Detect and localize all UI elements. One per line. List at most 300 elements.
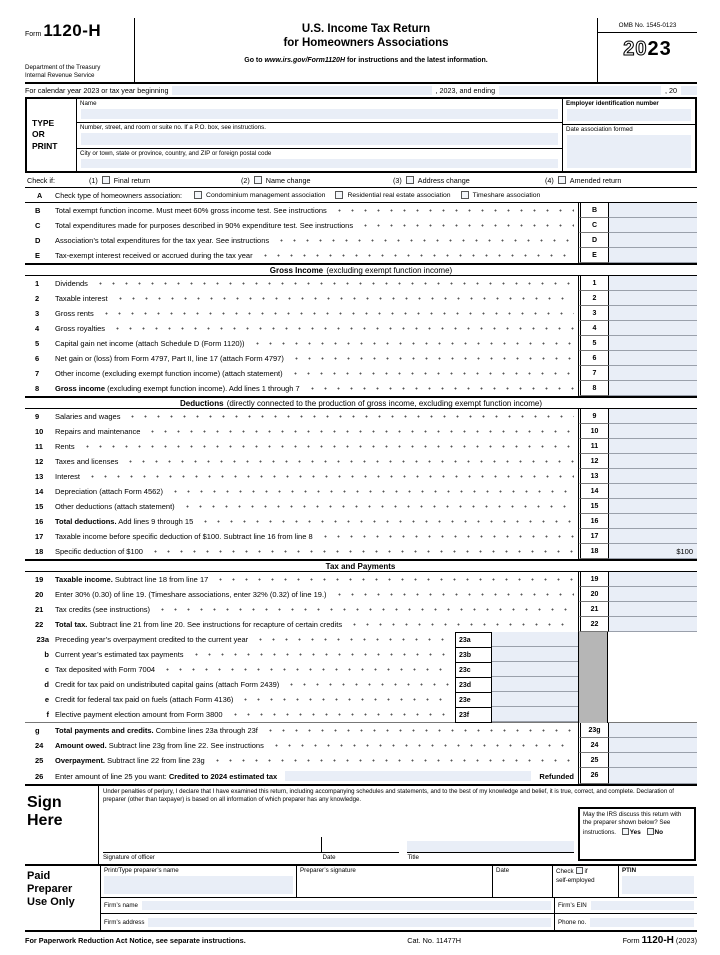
dotted-leaders bbox=[179, 499, 574, 514]
amount-field[interactable] bbox=[608, 203, 697, 218]
line-description: Taxes and licenses bbox=[55, 457, 119, 466]
dotted-leaders bbox=[147, 544, 574, 559]
line-description: Total expenditures made for purposes described in 90% expenditure test. See instructions bbox=[55, 221, 354, 230]
dotted-leaders bbox=[144, 424, 574, 439]
section-header-deductions bbox=[25, 396, 697, 409]
amount-field[interactable] bbox=[608, 248, 697, 263]
credited-amount-field[interactable] bbox=[285, 771, 531, 781]
line-box-label: 1 bbox=[578, 276, 608, 291]
amount-field[interactable] bbox=[608, 291, 697, 306]
line-box-label: 3 bbox=[578, 306, 608, 321]
firm-name-cell bbox=[101, 898, 555, 913]
catalog-number: Cat. No. 11477H bbox=[407, 935, 462, 945]
dotted-leaders bbox=[288, 351, 574, 366]
line-number: B bbox=[35, 206, 41, 215]
line-box-label: 6 bbox=[578, 351, 608, 366]
line-26-row bbox=[25, 768, 697, 784]
amount-field[interactable] bbox=[608, 439, 697, 454]
amount-field[interactable] bbox=[608, 321, 697, 336]
amount-field[interactable] bbox=[608, 753, 697, 768]
street-input[interactable] bbox=[81, 133, 558, 145]
irs-url: www.irs.gov/Form1120H bbox=[264, 56, 345, 64]
section-title: Gross Income bbox=[269, 266, 324, 275]
line-number: f bbox=[46, 710, 49, 719]
line-number: 26 bbox=[35, 771, 44, 781]
section-header-tax-and-payments bbox=[25, 559, 697, 572]
entity-right bbox=[563, 99, 695, 171]
form-year: (2023) bbox=[675, 935, 697, 945]
form-line-row bbox=[25, 424, 697, 439]
firm-ein-input[interactable] bbox=[591, 901, 694, 910]
paid-word: Paid bbox=[27, 870, 51, 882]
form-line-row bbox=[25, 321, 697, 336]
option-residential bbox=[335, 191, 450, 199]
tax-year-begin-field[interactable] bbox=[172, 86, 431, 95]
paid-preparer-section bbox=[25, 866, 697, 932]
dept-line-1: Department of the Treasury bbox=[25, 64, 101, 72]
line-box-label: 26 bbox=[578, 768, 608, 784]
option-timeshare bbox=[461, 191, 541, 199]
item-number: (3) bbox=[393, 175, 402, 185]
no-label: No bbox=[654, 828, 664, 836]
check-if-name-change bbox=[241, 176, 393, 185]
credit-line-row bbox=[25, 632, 578, 647]
date-formed-label: Date association formed bbox=[566, 126, 633, 133]
line-description: Gross income (excluding exempt function income). Add lines 1 through 7 bbox=[55, 384, 300, 393]
line-description: Other income (excluding exempt function income) (attach statement) bbox=[55, 369, 283, 378]
lines-9-to-18 bbox=[25, 409, 697, 559]
preparer-name-cell bbox=[101, 866, 297, 897]
form-line-row bbox=[25, 351, 697, 366]
line-box-label: 8 bbox=[578, 381, 608, 396]
tax-year-end-yy-field[interactable] bbox=[681, 86, 697, 95]
line-number: d bbox=[44, 680, 49, 689]
line-box-label: 7 bbox=[578, 366, 608, 381]
credit-line-row bbox=[25, 677, 578, 692]
line-description: Enter 30% (0.30) of line 19. (Timeshare associations, enter 32% (0.32) of line 19.) bbox=[55, 590, 327, 599]
line-box-label: 25 bbox=[578, 753, 608, 768]
check-if-row bbox=[25, 173, 697, 188]
dotted-leaders bbox=[109, 321, 574, 336]
line-number: 1 bbox=[35, 279, 40, 288]
amount-field[interactable] bbox=[608, 351, 697, 366]
preparer-row-2 bbox=[101, 898, 697, 914]
line-box-label: E bbox=[578, 248, 608, 263]
dotted-leaders bbox=[188, 647, 451, 662]
firm-name-input[interactable] bbox=[142, 901, 551, 910]
item-label: Address change bbox=[417, 175, 470, 185]
dotted-leaders bbox=[249, 336, 574, 351]
line-box-label: 24 bbox=[578, 738, 608, 753]
item-label: Amended return bbox=[569, 175, 622, 185]
condominium-checkbox[interactable] bbox=[194, 191, 202, 199]
if-word: if bbox=[584, 868, 588, 875]
name-input[interactable] bbox=[81, 109, 558, 119]
dotted-leaders bbox=[346, 617, 574, 632]
dotted-leaders bbox=[159, 662, 451, 677]
line-a-row bbox=[25, 188, 697, 203]
lines-1-to-8 bbox=[25, 276, 697, 396]
line-number: 14 bbox=[35, 487, 44, 496]
line-number: 7 bbox=[35, 369, 40, 378]
discuss-yes-checkbox[interactable] bbox=[622, 828, 629, 835]
line-number: 5 bbox=[35, 339, 40, 348]
amount-field[interactable] bbox=[608, 768, 697, 784]
amount-field[interactable] bbox=[608, 276, 697, 291]
option-label: Timeshare association bbox=[472, 191, 541, 199]
line-description: Dividends bbox=[55, 279, 88, 288]
yes-label: Yes bbox=[629, 828, 641, 836]
signature-zone bbox=[103, 804, 697, 864]
amount-field[interactable] bbox=[492, 662, 578, 677]
dotted-leaders bbox=[92, 276, 574, 291]
line-description: Current year’s estimated tax payments bbox=[55, 650, 184, 659]
name-change-checkbox[interactable] bbox=[254, 176, 262, 184]
amount-field[interactable] bbox=[608, 617, 697, 632]
paperwork-notice: For Paperwork Reduction Act Notice, see separate instructions. bbox=[25, 935, 246, 945]
signature-labels bbox=[103, 853, 574, 864]
amount-field[interactable] bbox=[492, 632, 578, 647]
line-description: Total payments and credits. Combine lines 23a through 23f bbox=[55, 726, 258, 735]
amount-field[interactable] bbox=[608, 529, 697, 544]
timeshare-checkbox[interactable] bbox=[461, 191, 469, 199]
line-box-label: 5 bbox=[578, 336, 608, 351]
dotted-leaders bbox=[262, 723, 574, 738]
line-box-label: B bbox=[578, 203, 608, 218]
amended-return-checkbox[interactable] bbox=[558, 176, 566, 184]
section-subtitle: (directly connected to the production of gross income, excluding exempt function income) bbox=[224, 399, 543, 408]
form-title-block bbox=[135, 18, 597, 82]
dotted-leaders bbox=[112, 291, 574, 306]
line-description: Other deductions (attach statement) bbox=[55, 502, 175, 511]
line-box-label: 10 bbox=[578, 424, 608, 439]
amount-field[interactable] bbox=[492, 677, 578, 692]
form-title-line1: U.S. Income Tax Return bbox=[301, 23, 431, 35]
form-line-row bbox=[25, 529, 697, 544]
firm-name-label: Firm’s name bbox=[104, 902, 138, 909]
line-description: Taxable income before specific deduction of $100. Subtract line 16 from line 8 bbox=[55, 532, 313, 541]
form-line-row bbox=[25, 336, 697, 351]
line-box-label: 16 bbox=[578, 514, 608, 529]
item-label: Name change bbox=[265, 175, 311, 185]
line-number: 25 bbox=[35, 756, 44, 765]
signature-fields bbox=[103, 804, 574, 864]
line-number: C bbox=[35, 221, 41, 230]
form-line-row bbox=[25, 602, 697, 617]
amount-field[interactable] bbox=[608, 499, 697, 514]
line-number: g bbox=[35, 726, 40, 735]
line-a-label: Check type of homeowners association: bbox=[55, 190, 183, 200]
amount-field[interactable] bbox=[608, 366, 697, 381]
form-line-row bbox=[25, 409, 697, 424]
dotted-leaders bbox=[252, 632, 451, 647]
ptin-input[interactable] bbox=[622, 876, 694, 894]
line-number: b bbox=[44, 650, 49, 659]
check-if-amended-return bbox=[545, 176, 697, 185]
dotted-leaders bbox=[273, 233, 574, 248]
amount-field[interactable] bbox=[608, 381, 697, 396]
line-box-label: 21 bbox=[578, 602, 608, 617]
preparer-name-label: Print/Type preparer’s name bbox=[104, 867, 179, 874]
sign-here-label bbox=[25, 786, 99, 864]
lines-23a-to-23f bbox=[25, 632, 697, 723]
form-line-row bbox=[25, 218, 697, 233]
form-line-row bbox=[25, 544, 697, 559]
type-or-print-label bbox=[27, 99, 77, 171]
dotted-leaders bbox=[124, 409, 574, 424]
line-box-label: 19 bbox=[578, 572, 608, 587]
form-title-line2: for Homeowners Associations bbox=[283, 36, 449, 49]
tax-year-end-field[interactable] bbox=[499, 86, 661, 95]
line-number: c bbox=[44, 665, 49, 674]
amount-field[interactable] bbox=[492, 647, 578, 662]
amount-field[interactable] bbox=[608, 454, 697, 469]
amount-field[interactable] bbox=[608, 587, 697, 602]
residential-checkbox[interactable] bbox=[335, 191, 343, 199]
dotted-leaders bbox=[331, 587, 574, 602]
line-box-label: 11 bbox=[578, 439, 608, 454]
calendar-year-line bbox=[25, 84, 697, 99]
line-number: 11 bbox=[35, 442, 43, 451]
form-line-row bbox=[25, 587, 697, 602]
form-line-row bbox=[25, 291, 697, 306]
discuss-no-checkbox[interactable] bbox=[647, 828, 654, 835]
line-description: Elective payment election amount from Form 3800 bbox=[55, 710, 223, 719]
dotted-leaders bbox=[287, 366, 574, 381]
amount-field[interactable] bbox=[492, 707, 578, 722]
refunded-label: Refunded bbox=[539, 771, 574, 781]
goto-instructions bbox=[135, 57, 597, 64]
amount-field[interactable] bbox=[608, 572, 697, 587]
item-label: Final return bbox=[113, 175, 151, 185]
title-label: Title bbox=[407, 854, 419, 861]
self-employed-checkbox[interactable] bbox=[576, 867, 583, 874]
line-description: Tax-exempt interest received or accrued during the tax year bbox=[55, 251, 253, 260]
street-label: Number, street, and room or suite no. If a P.O. box, see instructions. bbox=[80, 124, 266, 131]
or-line: OR bbox=[32, 129, 45, 140]
line-description: Tax credits (see instructions) bbox=[55, 605, 151, 614]
line-number: 15 bbox=[35, 502, 44, 511]
section-header-gross-income bbox=[25, 263, 697, 276]
line-number: E bbox=[35, 251, 41, 260]
line-box-label: 14 bbox=[578, 484, 608, 499]
calendar-text-1: For calendar year 2023 or tax year beginning bbox=[25, 86, 169, 95]
form-line-row bbox=[25, 248, 697, 263]
dotted-leaders bbox=[357, 218, 574, 233]
firm-address-cell bbox=[101, 914, 555, 930]
line-description: Association’s total expenditures for the tax year. See instructions bbox=[55, 236, 270, 245]
lines-23g-to-25 bbox=[25, 723, 697, 768]
line-number: 2 bbox=[35, 294, 40, 303]
credited-label: Credited to 2024 estimated tax bbox=[168, 771, 278, 781]
line-box-label: D bbox=[578, 233, 608, 248]
line-number: 16 bbox=[35, 517, 44, 526]
form-line-row bbox=[25, 381, 697, 396]
amount-field[interactable] bbox=[608, 484, 697, 499]
amount-field[interactable] bbox=[608, 409, 697, 424]
line-box-label: 13 bbox=[578, 469, 608, 484]
signature-of-officer-label: Signature of officer bbox=[103, 854, 155, 861]
form-footer bbox=[25, 932, 697, 948]
irs-discuss-box bbox=[578, 807, 696, 861]
line-box-label: 18 bbox=[578, 544, 608, 559]
form-line-row bbox=[25, 366, 697, 381]
street-cell bbox=[77, 123, 562, 149]
line-26-description bbox=[55, 772, 277, 781]
line-description: Taxable interest bbox=[55, 294, 108, 303]
amount-field[interactable] bbox=[608, 514, 697, 529]
amount-field[interactable] bbox=[608, 424, 697, 439]
officer-signature-input[interactable] bbox=[103, 827, 321, 853]
preparer-name-input[interactable] bbox=[104, 876, 293, 894]
line-number: 3 bbox=[35, 309, 40, 318]
amount-field[interactable] bbox=[608, 469, 697, 484]
ein-input[interactable] bbox=[567, 109, 691, 121]
line-description: Total exempt function income. Must meet 60% gross income test. See instructions bbox=[55, 206, 327, 215]
here-word: Here bbox=[27, 812, 63, 830]
paid-preparer-label bbox=[25, 866, 101, 930]
line-box-label: 20 bbox=[578, 587, 608, 602]
line-description: Credit for federal tax paid on fuels (attach Form 4136) bbox=[55, 695, 234, 704]
dotted-leaders bbox=[317, 529, 574, 544]
line-description: Taxable income. Subtract line 18 from line 17 bbox=[55, 575, 209, 584]
amount-field[interactable] bbox=[608, 233, 697, 248]
form-number: 1120-H bbox=[641, 934, 674, 946]
amount-field[interactable] bbox=[608, 306, 697, 321]
option-label: Condominium management association bbox=[206, 191, 326, 199]
line-number: 23a bbox=[36, 635, 49, 644]
address-change-checkbox[interactable] bbox=[406, 176, 414, 184]
form-header bbox=[25, 18, 697, 84]
check-if-address-change bbox=[393, 176, 545, 185]
form-word: Form bbox=[25, 31, 42, 38]
line-description: Net gain or (loss) from Form 4797, Part II, line 17 (attach Form 4797) bbox=[55, 354, 284, 363]
credit-line-row bbox=[25, 707, 578, 722]
line-description: Total deductions. Add lines 9 through 15 bbox=[55, 517, 194, 526]
preparer-row-1 bbox=[101, 866, 697, 898]
ptin-label: PTIN bbox=[622, 867, 637, 874]
line-number: 12 bbox=[35, 457, 44, 466]
line-description: Gross rents bbox=[55, 309, 94, 318]
amount-field[interactable]: $100 bbox=[608, 544, 697, 559]
form-line-row bbox=[25, 233, 697, 248]
date-formed-input[interactable] bbox=[567, 135, 691, 168]
dotted-leaders bbox=[227, 707, 451, 722]
phone-label: Phone no. bbox=[558, 918, 587, 926]
use-only-word: Use Only bbox=[27, 896, 75, 909]
dotted-leaders bbox=[268, 738, 574, 753]
line-box-label: 23a bbox=[455, 632, 492, 648]
line-description: Tax deposited with Form 7004 bbox=[55, 665, 156, 674]
name-label: Name bbox=[80, 100, 97, 107]
credit-line-row bbox=[25, 662, 578, 677]
amount-field[interactable] bbox=[608, 218, 697, 233]
perjury-statement: Under penalties of perjury, I declare that I have examined this return, including accompanying schedules and statements, and to the best of my knowledge and belief, it is true, correct, and complete. Declaration of preparer (other than taxpayer) is based on all information of which preparer has any knowledge. bbox=[103, 788, 674, 803]
firm-ein-label: Firm’s EIN bbox=[558, 902, 587, 909]
dotted-leaders bbox=[304, 381, 574, 396]
check-if-line bbox=[556, 867, 615, 876]
line-number: 10 bbox=[35, 427, 44, 436]
form-line-row bbox=[25, 572, 697, 587]
amount-field[interactable] bbox=[492, 692, 578, 707]
line-description: Depreciation (attach Form 4562) bbox=[55, 487, 163, 496]
amount-field[interactable] bbox=[608, 738, 697, 753]
name-cell bbox=[77, 99, 562, 123]
calendar-text-2: , 2023, and ending bbox=[435, 86, 496, 95]
line-box-label: 17 bbox=[578, 529, 608, 544]
form-line-row bbox=[25, 753, 697, 768]
firm-address-label: Firm’s address bbox=[104, 918, 145, 926]
preparer-signature-cell bbox=[297, 866, 493, 897]
line-number: 6 bbox=[35, 354, 40, 363]
preparer-date-label: Date bbox=[496, 867, 510, 874]
department-lines bbox=[25, 64, 100, 79]
phone-input[interactable] bbox=[590, 918, 694, 927]
dotted-leaders bbox=[209, 753, 574, 768]
line-number: 4 bbox=[35, 324, 40, 333]
sign-word: Sign bbox=[27, 794, 62, 811]
form-line-row bbox=[25, 469, 697, 484]
goto-post: for instructions and the latest information. bbox=[345, 56, 488, 64]
line-number: e bbox=[44, 695, 49, 704]
ein-cell bbox=[563, 99, 695, 125]
line-box-label: 23e bbox=[455, 692, 492, 708]
date-formed-cell bbox=[563, 125, 695, 171]
form-line-row bbox=[25, 484, 697, 499]
item-number: (2) bbox=[241, 175, 250, 185]
sign-here-section bbox=[25, 784, 697, 866]
dotted-leaders bbox=[79, 439, 574, 454]
line-box-label: 23g bbox=[578, 723, 608, 738]
final-return-checkbox[interactable] bbox=[102, 176, 110, 184]
check-word: Check bbox=[556, 868, 574, 875]
line-number: 13 bbox=[35, 472, 44, 481]
form-line-row bbox=[25, 203, 697, 218]
amount-field[interactable] bbox=[608, 336, 697, 351]
form-word: Form bbox=[622, 935, 640, 945]
amount-field[interactable] bbox=[608, 723, 697, 738]
preparer-signature-label: Preparer’s signature bbox=[300, 867, 356, 874]
dotted-leaders bbox=[197, 514, 574, 529]
dotted-leaders bbox=[122, 454, 574, 469]
check-if-final-return bbox=[89, 176, 241, 185]
calendar-text-3: , 20 bbox=[665, 86, 677, 95]
signature-date-input[interactable] bbox=[321, 837, 399, 853]
form-line-row bbox=[25, 499, 697, 514]
city-input[interactable] bbox=[81, 159, 558, 168]
dotted-leaders bbox=[167, 484, 574, 499]
form-1120h bbox=[25, 18, 697, 948]
line-box-label: 23f bbox=[455, 707, 492, 723]
officer-title-input[interactable] bbox=[407, 841, 574, 853]
line-box-label: 4 bbox=[578, 321, 608, 336]
credit-line-row bbox=[25, 647, 578, 662]
line-number: 21 bbox=[35, 605, 44, 614]
line-box-label: C bbox=[578, 218, 608, 233]
dotted-leaders bbox=[84, 469, 574, 484]
form-line-row bbox=[25, 723, 697, 738]
dotted-leaders bbox=[154, 602, 574, 617]
form-line-row bbox=[25, 454, 697, 469]
option-label: Residential real estate association bbox=[347, 191, 451, 199]
lines-b-to-e bbox=[25, 203, 697, 263]
amount-field[interactable] bbox=[608, 602, 697, 617]
dotted-leaders bbox=[212, 572, 574, 587]
firm-address-input[interactable] bbox=[148, 918, 551, 927]
check-if-label: Check if: bbox=[27, 175, 55, 185]
line-description: Gross royalties bbox=[55, 324, 106, 333]
line-number: 9 bbox=[35, 412, 40, 421]
